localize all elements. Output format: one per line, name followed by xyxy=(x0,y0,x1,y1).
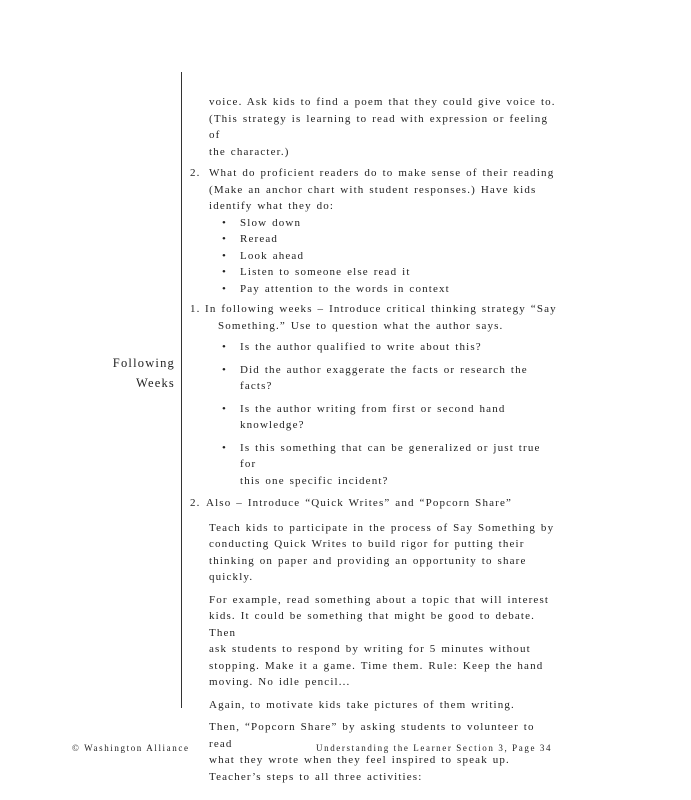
bullet-icon: • xyxy=(222,402,228,415)
text-line: Again, to motivate kids take pictures of them writing. xyxy=(209,698,515,711)
section-label-line-2: Weeks xyxy=(135,376,175,390)
text-line: kids. It could be something that might be good to debate. Then xyxy=(209,610,536,639)
question-list xyxy=(190,339,560,489)
list-item: • Is this something that can be generalized or just true for this one specific incident? xyxy=(222,441,541,487)
text-line: Also – Introduce “Quick Writes” and “Popcorn Share” xyxy=(206,497,513,509)
text-line: ask students to respond by writing for 5 minutes without xyxy=(209,643,531,655)
numbered-item-quick-writes xyxy=(190,495,560,785)
text-line: For example, read something about a topic that will interest xyxy=(209,593,550,606)
text-line: moving. No idle pencil... xyxy=(209,676,351,688)
list-item: • Listen to someone else read it xyxy=(190,264,560,281)
strategy-list xyxy=(190,215,560,298)
list-item: • Is the author qualified to write about this? xyxy=(190,339,560,356)
text-line: Then, “Popcorn Share” by asking students to volunteer to read xyxy=(209,721,535,750)
footer-page-info: Understanding the Learner Section 3, Page 34 xyxy=(316,743,553,753)
text-line: Teach kids to participate in the process of Say Something by xyxy=(209,521,555,534)
numbered-item-proficient-readers xyxy=(190,165,560,297)
text-line: What do proficient readers do to make sense of their reading xyxy=(209,167,555,179)
item-number: 1. xyxy=(190,303,201,315)
bullet-icon: • xyxy=(222,266,228,278)
text-line: identify what they do: xyxy=(209,200,335,212)
text-line: the character.) xyxy=(209,145,290,158)
text-line: thinking on paper and providing an opportunity to share xyxy=(209,554,527,567)
text-line: In following weeks – Introduce critical thinking strategy “Say xyxy=(205,303,557,315)
bullet-icon: • xyxy=(222,249,228,262)
list-item: • Reread xyxy=(190,231,560,248)
paragraph xyxy=(209,520,560,586)
section-label xyxy=(113,353,175,393)
intro-paragraph xyxy=(209,94,560,160)
list-item: • Did the author exaggerate the facts or research the facts? xyxy=(222,363,528,392)
numbered-item-say-something xyxy=(190,301,560,489)
text-line: voice. Ask kids to find a poem that they could give voice to. xyxy=(209,96,556,108)
column-divider xyxy=(181,72,182,708)
text-line: (This strategy is learning to read with expression or feeling of xyxy=(209,112,549,141)
main-content xyxy=(190,94,560,785)
section-label-line-1: Following xyxy=(112,356,175,370)
text-line: conducting Quick Writes to build rigor for putting their xyxy=(209,538,525,550)
text-line: (Make an anchor chart with student responses.) Have kids xyxy=(209,183,537,196)
text-line: Something.” Use to question what the author says. xyxy=(218,319,504,332)
bullet-icon: • xyxy=(222,216,228,229)
text-line: Teacher’s steps to all three activities: xyxy=(209,770,423,783)
bullet-icon: • xyxy=(222,233,228,245)
paragraph xyxy=(209,697,560,714)
footer-copyright: © Washington Alliance xyxy=(72,743,190,753)
list-item: • Pay attention to the words in context xyxy=(190,281,560,298)
bullet-icon: • xyxy=(222,282,228,295)
text-line: what they wrote when they feel inspired to speak up. xyxy=(209,754,510,766)
bullet-icon: • xyxy=(222,341,228,353)
text-line: quickly. xyxy=(209,571,254,583)
paragraph xyxy=(209,592,560,691)
list-item: • Is the author writing from first or second hand knowledge? xyxy=(222,402,506,431)
list-item: • Slow down xyxy=(190,215,560,232)
bullet-icon: • xyxy=(222,441,228,454)
list-item: • Look ahead xyxy=(190,248,560,265)
bullet-icon: • xyxy=(222,363,228,376)
text-line: stopping. Make it a game. Time them. Rule: Keep the hand xyxy=(209,659,544,672)
item-number: 2. xyxy=(190,167,201,179)
item-number: 2. xyxy=(190,497,201,509)
